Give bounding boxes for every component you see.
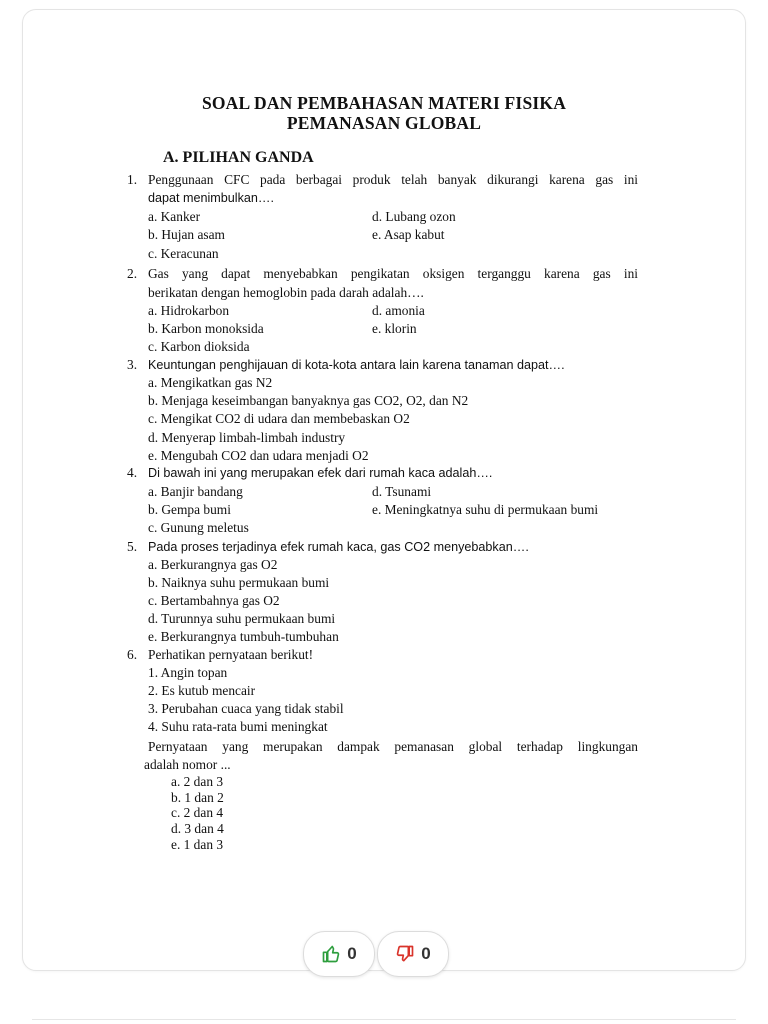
q4-option-e: e. Meningkatnya suhu di permukaan bumi <box>372 502 599 517</box>
question-6-number: 6. <box>127 647 138 662</box>
upvote-count: 0 <box>347 944 357 963</box>
q5-option-c: c. Bertambahnya gas O2 <box>148 593 280 608</box>
q2-option-d: d. amonia <box>372 303 425 318</box>
section-heading: A. PILIHAN GANDA <box>163 149 314 166</box>
document-title-line1: SOAL DAN PEMBAHASAN MATERI FISIKA <box>201 93 567 113</box>
q6-option-d: d. 3 dan 4 <box>171 821 224 836</box>
q3-option-d: d. Menyerap limbah-limbah industry <box>148 430 346 445</box>
question-1-number: 1. <box>127 172 138 187</box>
q6-option-c: c. 2 dan 4 <box>171 805 224 820</box>
q1-option-e: e. Asap kabut <box>372 227 445 242</box>
q3-option-c: c. Mengikat CO2 di udara dan membebaskan O2 <box>148 411 410 426</box>
downvote-button[interactable] <box>377 931 449 977</box>
q5-option-b: b. Naiknya suhu permukaan bumi <box>148 575 330 590</box>
q4-option-b: b. Gempa bumi <box>148 502 231 517</box>
question-6-prompt: Pernyataan yang merupakan dampak pemanasan global terhadap lingkungan <box>148 739 638 754</box>
q6-option-b: b. 1 dan 2 <box>171 790 224 805</box>
q3-option-e: e. Mengubah CO2 dan udara menjadi O2 <box>148 448 369 463</box>
vote-bar <box>303 931 449 977</box>
question-2-number: 2. <box>127 266 138 281</box>
q4-option-a: a. Banjir bandang <box>148 484 243 499</box>
q2-option-a: a. Hidrokarbon <box>148 303 230 318</box>
question-2-text-cont: berikatan dengan hemoglobin pada darah adalah…. <box>148 285 424 300</box>
q4-option-d: d. Tsunami <box>372 484 432 499</box>
thumbs-up-icon <box>321 944 341 964</box>
q1-option-b: b. Hujan asam <box>148 227 225 242</box>
q6-statement-2: 2. Es kutub mencair <box>148 683 256 698</box>
q4-option-c: c. Gunung meletus <box>148 520 249 535</box>
q6-option-a: a. 2 dan 3 <box>171 774 224 789</box>
q1-option-d: d. Lubang ozon <box>372 209 456 224</box>
q6-option-e: e. 1 dan 3 <box>171 837 224 852</box>
q1-option-a: a. Kanker <box>148 209 201 224</box>
q3-option-b: b. Menjaga keseimbangan banyaknya gas CO2, O2, dan N2 <box>148 393 469 408</box>
question-3-number: 3. <box>127 357 138 372</box>
question-2-text: Gas yang dapat menyebabkan pengikatan oksigen terganggu karena gas ini <box>148 266 638 281</box>
question-6-prompt-cont: adalah nomor ... <box>144 757 231 772</box>
q2-option-e: e. klorin <box>372 321 417 336</box>
q1-option-c: c. Keracunan <box>148 246 219 261</box>
question-4-text: Di bawah ini yang merupakan efek dari rumah kaca adalah…. <box>148 466 493 480</box>
q5-option-a: a. Berkurangnya gas O2 <box>148 557 278 572</box>
thumbs-down-icon <box>395 944 415 964</box>
question-3-text: Keuntungan penghijauan di kota-kota antara lain karena tanaman dapat…. <box>148 358 565 372</box>
question-1-text: Penggunaan CFC pada berbagai produk telah banyak dikurangi karena gas ini <box>148 172 638 187</box>
q2-option-c: c. Karbon dioksida <box>148 339 250 354</box>
upvote-button[interactable] <box>303 931 375 977</box>
downvote-count: 0 <box>421 944 431 963</box>
q6-statement-4: 4. Suhu rata-rata bumi meningkat <box>148 719 328 734</box>
divider <box>32 1019 736 1020</box>
question-6-text: Perhatikan pernyataan berikut! <box>148 647 314 662</box>
question-4-number: 4. <box>127 465 138 480</box>
q6-statement-1: 1. Angin topan <box>148 665 228 680</box>
q5-option-d: d. Turunnya suhu permukaan bumi <box>148 611 336 626</box>
q6-statement-3: 3. Perubahan cuaca yang tidak stabil <box>148 701 344 716</box>
question-5-text: Pada proses terjadinya efek rumah kaca, gas CO2 menyebabkan…. <box>148 540 529 554</box>
q2-option-b: b. Karbon monoksida <box>148 321 264 336</box>
question-1-text-cont: dapat menimbulkan…. <box>148 191 275 205</box>
question-5-number: 5. <box>127 539 138 554</box>
q3-option-a: a. Mengikatkan gas N2 <box>148 375 273 390</box>
document-title-line2: PEMANASAN GLOBAL <box>286 113 482 133</box>
q5-option-e: e. Berkurangnya tumbuh-tumbuhan <box>148 629 339 644</box>
